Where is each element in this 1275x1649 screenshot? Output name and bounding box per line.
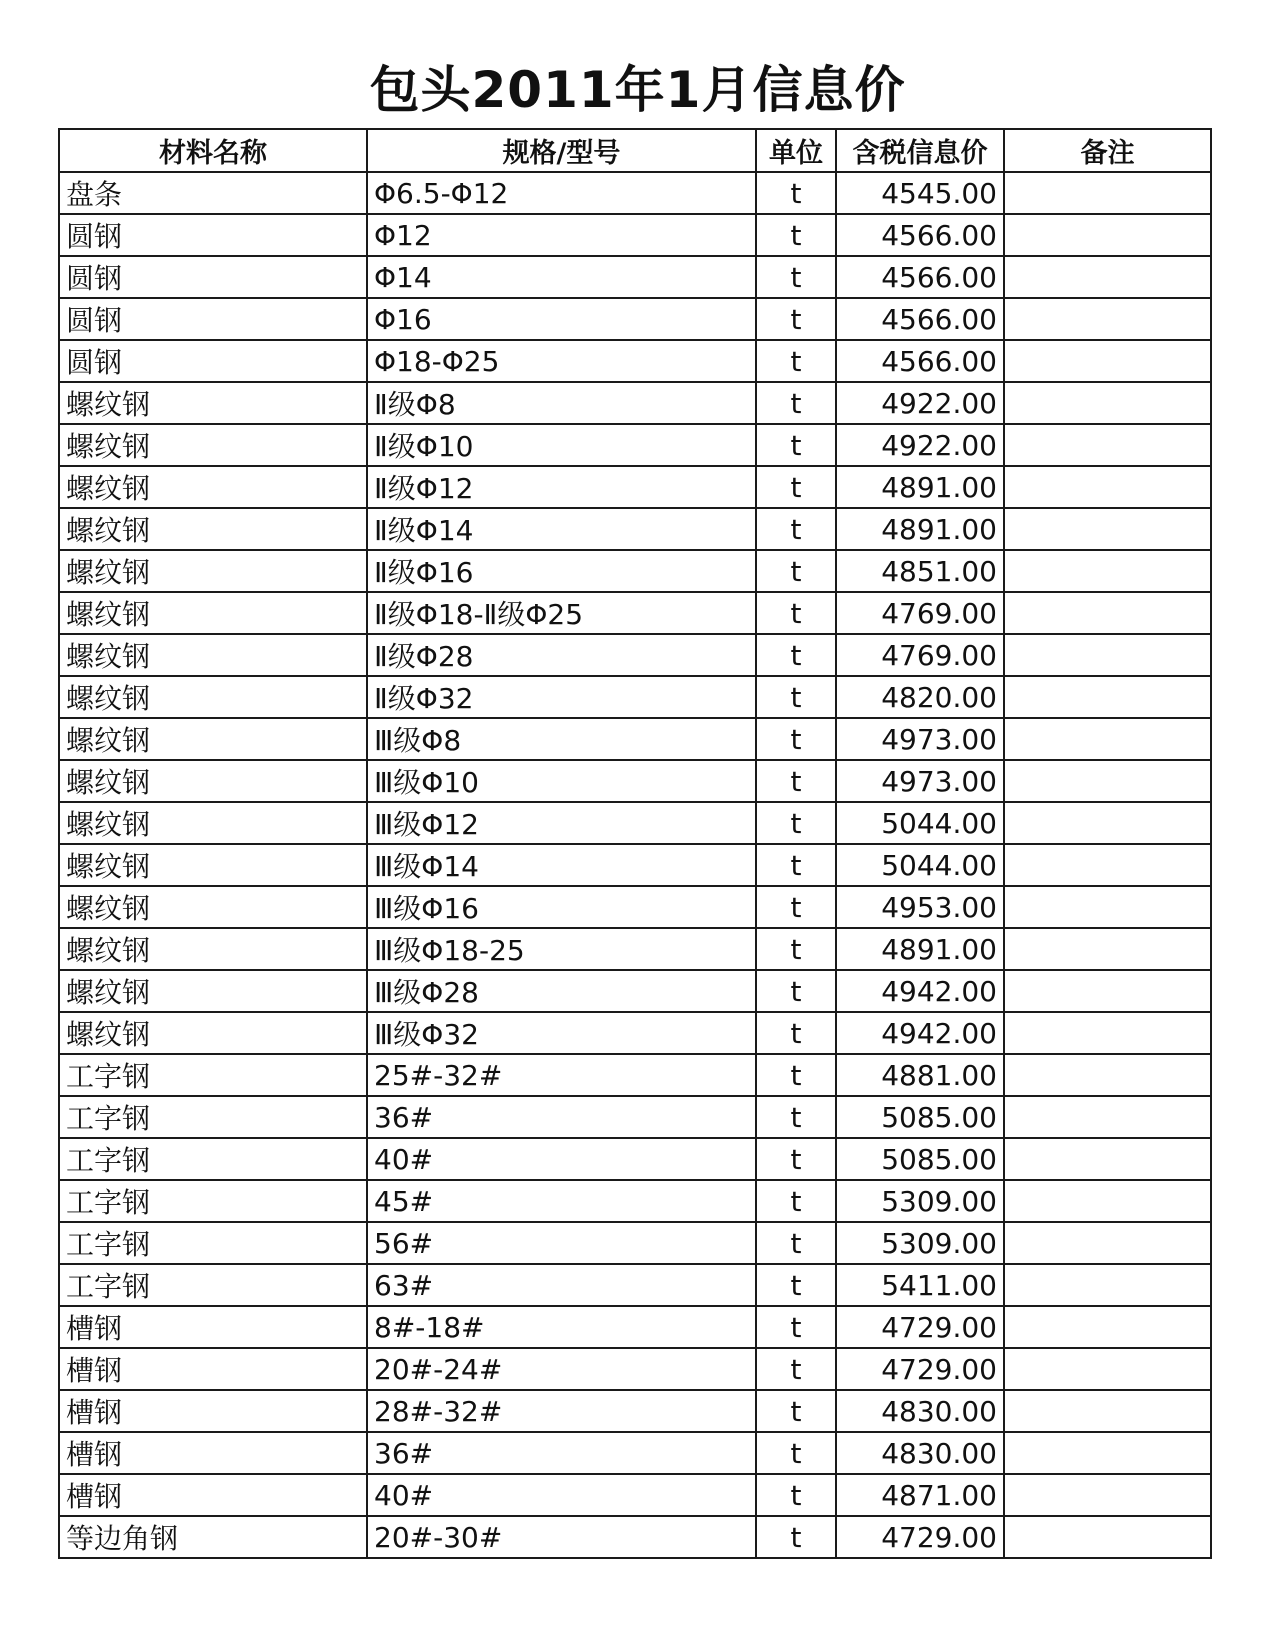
material-name-cell: 工字钢 xyxy=(59,1054,367,1096)
table-row xyxy=(59,550,1211,592)
spec-cell: Ⅱ级Φ32 xyxy=(367,676,756,718)
table-row xyxy=(59,802,1211,844)
price-cell: 5044.00 xyxy=(836,844,1004,886)
spec-cell: Ⅱ级Φ28 xyxy=(367,634,756,676)
note-cell xyxy=(1004,802,1211,844)
material-name-cell: 工字钢 xyxy=(59,1180,367,1222)
note-cell xyxy=(1004,676,1211,718)
table-row xyxy=(59,928,1211,970)
unit-cell: t xyxy=(756,760,836,802)
unit-cell: t xyxy=(756,970,836,1012)
spec-cell: Ⅱ级Φ10 xyxy=(367,424,756,466)
price-cell: 4729.00 xyxy=(836,1516,1004,1558)
spec-cell: Ⅲ级Φ18-25 xyxy=(367,928,756,970)
unit-cell: t xyxy=(756,1180,836,1222)
price-cell: 4942.00 xyxy=(836,1012,1004,1054)
table-row xyxy=(59,760,1211,802)
material-name-cell: 螺纹钢 xyxy=(59,844,367,886)
note-cell xyxy=(1004,760,1211,802)
unit-cell: t xyxy=(756,172,836,214)
unit-cell: t xyxy=(756,802,836,844)
spec-cell: 36# xyxy=(367,1096,756,1138)
table-row xyxy=(59,634,1211,676)
price-cell: 4891.00 xyxy=(836,466,1004,508)
unit-cell: t xyxy=(756,1054,836,1096)
spec-cell: Ⅲ级Φ12 xyxy=(367,802,756,844)
note-cell xyxy=(1004,1432,1211,1474)
material-name-cell: 螺纹钢 xyxy=(59,1012,367,1054)
note-cell xyxy=(1004,1264,1211,1306)
price-cell: 4729.00 xyxy=(836,1348,1004,1390)
table-row xyxy=(59,1054,1211,1096)
note-cell xyxy=(1004,1138,1211,1180)
unit-cell: t xyxy=(756,1432,836,1474)
price-cell: 5411.00 xyxy=(836,1264,1004,1306)
price-cell: 4973.00 xyxy=(836,718,1004,760)
page-title: 包头2011年1月信息价 xyxy=(369,61,906,119)
material-name-cell: 螺纹钢 xyxy=(59,634,367,676)
table-row xyxy=(59,1264,1211,1306)
table-row xyxy=(59,1306,1211,1348)
table-row xyxy=(59,718,1211,760)
note-cell xyxy=(1004,424,1211,466)
price-cell: 4820.00 xyxy=(836,676,1004,718)
spec-cell: Ⅱ级Φ12 xyxy=(367,466,756,508)
unit-cell: t xyxy=(756,886,836,928)
price-cell: 4891.00 xyxy=(836,508,1004,550)
price-cell: 4769.00 xyxy=(836,634,1004,676)
material-name-cell: 圆钢 xyxy=(59,214,367,256)
note-cell xyxy=(1004,1222,1211,1264)
table-row xyxy=(59,298,1211,340)
note-cell xyxy=(1004,298,1211,340)
spec-cell: Φ6.5-Φ12 xyxy=(367,172,756,214)
header-unit: 单位 xyxy=(756,129,836,172)
note-cell xyxy=(1004,1012,1211,1054)
material-name-cell: 螺纹钢 xyxy=(59,760,367,802)
note-cell xyxy=(1004,1390,1211,1432)
table-row xyxy=(59,1138,1211,1180)
note-cell xyxy=(1004,508,1211,550)
unit-cell: t xyxy=(756,928,836,970)
table-row xyxy=(59,466,1211,508)
header-material-name: 材料名称 xyxy=(59,129,367,172)
spec-cell: Φ18-Φ25 xyxy=(367,340,756,382)
note-cell xyxy=(1004,1096,1211,1138)
price-cell: 4769.00 xyxy=(836,592,1004,634)
material-name-cell: 工字钢 xyxy=(59,1096,367,1138)
unit-cell: t xyxy=(756,340,836,382)
price-cell: 4729.00 xyxy=(836,1306,1004,1348)
table-row xyxy=(59,214,1211,256)
unit-cell: t xyxy=(756,1516,836,1558)
note-cell xyxy=(1004,592,1211,634)
spec-cell: Ⅲ级Φ32 xyxy=(367,1012,756,1054)
price-cell: 4881.00 xyxy=(836,1054,1004,1096)
unit-cell: t xyxy=(756,1348,836,1390)
note-cell xyxy=(1004,1516,1211,1558)
material-name-cell: 槽钢 xyxy=(59,1474,367,1516)
table-row xyxy=(59,1348,1211,1390)
spec-cell: Ⅱ级Φ8 xyxy=(367,382,756,424)
table-row xyxy=(59,340,1211,382)
unit-cell: t xyxy=(756,1138,836,1180)
note-cell xyxy=(1004,340,1211,382)
note-cell xyxy=(1004,172,1211,214)
table-row xyxy=(59,424,1211,466)
price-cell: 4566.00 xyxy=(836,256,1004,298)
material-name-cell: 槽钢 xyxy=(59,1390,367,1432)
material-name-cell: 螺纹钢 xyxy=(59,676,367,718)
price-cell: 4953.00 xyxy=(836,886,1004,928)
material-name-cell: 螺纹钢 xyxy=(59,382,367,424)
material-name-cell: 螺纹钢 xyxy=(59,718,367,760)
note-cell xyxy=(1004,1474,1211,1516)
spec-cell: 20#-30# xyxy=(367,1516,756,1558)
note-cell xyxy=(1004,1306,1211,1348)
material-name-cell: 工字钢 xyxy=(59,1138,367,1180)
unit-cell: t xyxy=(756,592,836,634)
table-row xyxy=(59,256,1211,298)
table-row xyxy=(59,1180,1211,1222)
unit-cell: t xyxy=(756,634,836,676)
material-name-cell: 螺纹钢 xyxy=(59,424,367,466)
table-row xyxy=(59,1474,1211,1516)
unit-cell: t xyxy=(756,718,836,760)
table-row xyxy=(59,1390,1211,1432)
note-cell xyxy=(1004,634,1211,676)
note-cell xyxy=(1004,1054,1211,1096)
price-table xyxy=(58,128,1212,1559)
spec-cell: Ⅱ级Φ16 xyxy=(367,550,756,592)
unit-cell: t xyxy=(756,1306,836,1348)
spec-cell: Ⅲ级Φ14 xyxy=(367,844,756,886)
table-row xyxy=(59,1096,1211,1138)
header-remarks: 备注 xyxy=(1004,129,1211,172)
unit-cell: t xyxy=(756,424,836,466)
spec-cell: Ⅱ级Φ14 xyxy=(367,508,756,550)
table-row xyxy=(59,1432,1211,1474)
material-name-cell: 槽钢 xyxy=(59,1348,367,1390)
material-name-cell: 螺纹钢 xyxy=(59,886,367,928)
price-cell: 4922.00 xyxy=(836,424,1004,466)
spec-cell: Ⅲ级Φ10 xyxy=(367,760,756,802)
table-row xyxy=(59,1516,1211,1558)
table-row xyxy=(59,676,1211,718)
unit-cell: t xyxy=(756,676,836,718)
unit-cell: t xyxy=(756,1096,836,1138)
price-cell: 4942.00 xyxy=(836,970,1004,1012)
material-name-cell: 圆钢 xyxy=(59,256,367,298)
unit-cell: t xyxy=(756,1012,836,1054)
note-cell xyxy=(1004,256,1211,298)
spec-cell: Φ12 xyxy=(367,214,756,256)
price-cell: 4891.00 xyxy=(836,928,1004,970)
material-name-cell: 螺纹钢 xyxy=(59,466,367,508)
material-name-cell: 工字钢 xyxy=(59,1264,367,1306)
spec-cell: 40# xyxy=(367,1138,756,1180)
spec-cell: 63# xyxy=(367,1264,756,1306)
unit-cell: t xyxy=(756,1390,836,1432)
unit-cell: t xyxy=(756,256,836,298)
spec-cell: 56# xyxy=(367,1222,756,1264)
note-cell xyxy=(1004,214,1211,256)
table-body xyxy=(59,172,1211,1558)
spec-cell: 40# xyxy=(367,1474,756,1516)
price-cell: 4851.00 xyxy=(836,550,1004,592)
unit-cell: t xyxy=(756,550,836,592)
note-cell xyxy=(1004,970,1211,1012)
table-row xyxy=(59,382,1211,424)
price-cell: 4566.00 xyxy=(836,298,1004,340)
spec-cell: Ⅱ级Φ18-Ⅱ级Φ25 xyxy=(367,592,756,634)
price-cell: 4922.00 xyxy=(836,382,1004,424)
price-cell: 4545.00 xyxy=(836,172,1004,214)
note-cell xyxy=(1004,382,1211,424)
material-name-cell: 盘条 xyxy=(59,172,367,214)
table-row xyxy=(59,508,1211,550)
spec-cell: 28#-32# xyxy=(367,1390,756,1432)
spec-cell: Ⅲ级Φ28 xyxy=(367,970,756,1012)
note-cell xyxy=(1004,1348,1211,1390)
spec-cell: 8#-18# xyxy=(367,1306,756,1348)
material-name-cell: 圆钢 xyxy=(59,298,367,340)
spec-cell: 45# xyxy=(367,1180,756,1222)
note-cell xyxy=(1004,886,1211,928)
price-cell: 5309.00 xyxy=(836,1180,1004,1222)
unit-cell: t xyxy=(756,1474,836,1516)
unit-cell: t xyxy=(756,466,836,508)
material-name-cell: 圆钢 xyxy=(59,340,367,382)
spec-cell: 36# xyxy=(367,1432,756,1474)
table-row xyxy=(59,592,1211,634)
unit-cell: t xyxy=(756,1222,836,1264)
unit-cell: t xyxy=(756,214,836,256)
unit-cell: t xyxy=(756,844,836,886)
price-cell: 5044.00 xyxy=(836,802,1004,844)
material-name-cell: 工字钢 xyxy=(59,1222,367,1264)
table-row xyxy=(59,172,1211,214)
note-cell xyxy=(1004,466,1211,508)
material-name-cell: 螺纹钢 xyxy=(59,928,367,970)
spec-cell: Φ14 xyxy=(367,256,756,298)
table-row xyxy=(59,1222,1211,1264)
table-row xyxy=(59,886,1211,928)
material-name-cell: 槽钢 xyxy=(59,1306,367,1348)
note-cell xyxy=(1004,844,1211,886)
price-cell: 5085.00 xyxy=(836,1096,1004,1138)
unit-cell: t xyxy=(756,298,836,340)
price-cell: 4871.00 xyxy=(836,1474,1004,1516)
table-row xyxy=(59,844,1211,886)
unit-cell: t xyxy=(756,508,836,550)
material-name-cell: 螺纹钢 xyxy=(59,508,367,550)
material-name-cell: 螺纹钢 xyxy=(59,550,367,592)
price-cell: 4566.00 xyxy=(836,214,1004,256)
unit-cell: t xyxy=(756,382,836,424)
material-name-cell: 槽钢 xyxy=(59,1432,367,1474)
price-cell: 5085.00 xyxy=(836,1138,1004,1180)
note-cell xyxy=(1004,928,1211,970)
spec-cell: 20#-24# xyxy=(367,1348,756,1390)
price-cell: 4566.00 xyxy=(836,340,1004,382)
material-name-cell: 螺纹钢 xyxy=(59,802,367,844)
spec-cell: Ⅲ级Φ8 xyxy=(367,718,756,760)
spec-cell: Ⅲ级Φ16 xyxy=(367,886,756,928)
price-cell: 5309.00 xyxy=(836,1222,1004,1264)
price-cell: 4830.00 xyxy=(836,1390,1004,1432)
note-cell xyxy=(1004,1180,1211,1222)
price-cell: 4973.00 xyxy=(836,760,1004,802)
spec-cell: Φ16 xyxy=(367,298,756,340)
unit-cell: t xyxy=(756,1264,836,1306)
material-name-cell: 等边角钢 xyxy=(59,1516,367,1558)
material-name-cell: 螺纹钢 xyxy=(59,592,367,634)
material-name-cell: 螺纹钢 xyxy=(59,970,367,1012)
header-tax-included-price: 含税信息价 xyxy=(836,129,1004,172)
spec-cell: 25#-32# xyxy=(367,1054,756,1096)
header-spec-model: 规格/型号 xyxy=(367,129,756,172)
table-row xyxy=(59,1012,1211,1054)
note-cell xyxy=(1004,718,1211,760)
table-row xyxy=(59,970,1211,1012)
price-cell: 4830.00 xyxy=(836,1432,1004,1474)
table-header-row xyxy=(59,129,1211,172)
note-cell xyxy=(1004,550,1211,592)
